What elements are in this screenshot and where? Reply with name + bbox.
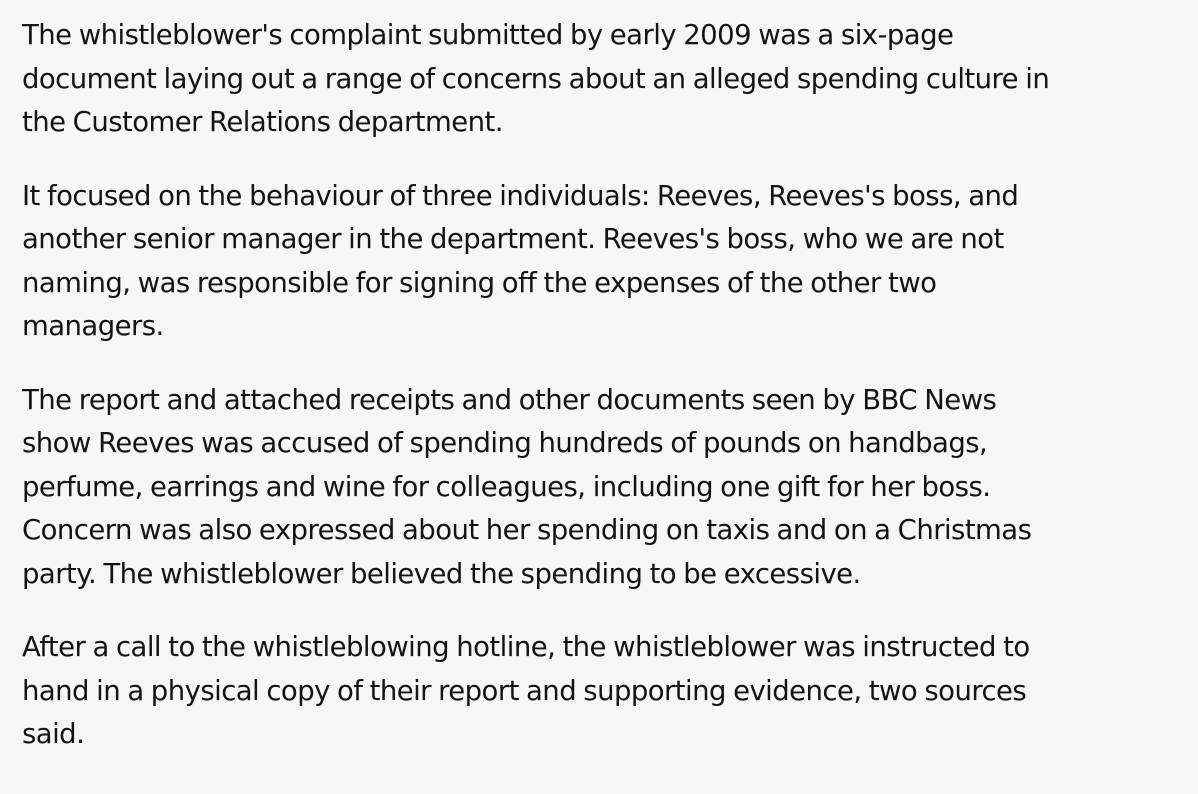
paragraph-line: naming, was responsible for signing off the expenses of the other two: [22, 266, 937, 299]
paragraph-line: perfume, earrings and wine for colleagues, including one gift for her boss.: [22, 470, 991, 503]
paragraph-line: said.: [22, 718, 85, 750]
paragraph-line: document laying out a range of concerns about an alleged spending culture in: [22, 62, 1050, 95]
paragraph-line: the Customer Relations department.: [22, 106, 503, 138]
paragraph-line: party. The whistleblower believed the spending to be excessive.: [22, 557, 861, 590]
paragraph-complaint: [22, 14, 1198, 145]
paragraph-line: Concern was also expressed about her spending on taxis and on a Christmas: [22, 514, 1032, 546]
paragraph-line: The report and attached receipts and other documents seen by BBC News: [22, 383, 997, 416]
paragraph-line: hand in a physical copy of their report and supporting evidence, two sources: [22, 674, 1027, 707]
paragraph-line: managers.: [22, 310, 164, 342]
paragraph-line: show Reeves was accused of spending hundreds of pounds on handbags,: [22, 427, 988, 459]
paragraph-individuals: [22, 175, 1198, 349]
paragraph-hotline: [22, 626, 1198, 757]
paragraph-line: The whistleblower's complaint submitted by early 2009 was a six-page: [22, 19, 954, 51]
paragraph-line: another senior manager in the department. Reeves's boss, who we are not: [22, 223, 1004, 255]
paragraph-report: [22, 379, 1198, 597]
paragraph-line: It focused on the behaviour of three individuals: Reeves, Reeves's boss, and: [22, 179, 1019, 212]
paragraph-line: After a call to the whistleblowing hotline, the whistleblower was instructed to: [22, 631, 1030, 663]
